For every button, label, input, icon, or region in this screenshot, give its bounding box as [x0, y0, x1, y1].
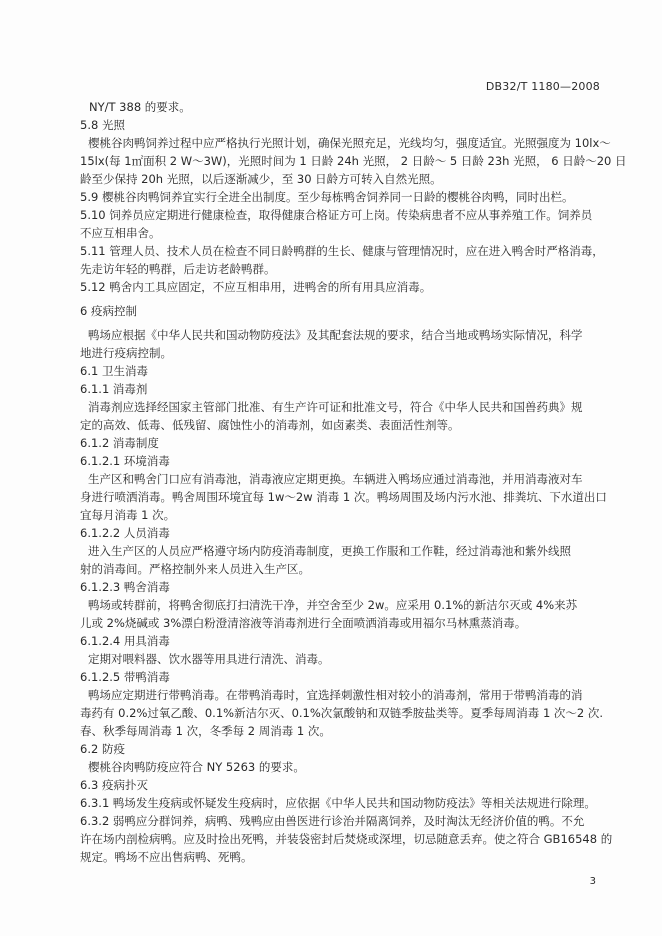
text-line: 樱桃谷肉鸭饲养过程中应严格执行光照计划，确保光照充足，光线均匀，强度适宜。光照强度为 10lx～: [88, 136, 611, 150]
text-line: 定的高效、低毒、低残留、腐蚀性小的消毒剂，如卤素类、表面活性剂等。: [80, 418, 460, 432]
section-heading: 5.8 光照: [80, 118, 125, 132]
text-line: 5.11 管理人员、技术人员在检查不同日龄鸭群的生长、健康与管理情况时，应在进入鸭舍时严格消毒，: [80, 244, 604, 258]
text-line: 不应互相串舍。: [80, 226, 161, 240]
text-line: 定期对喂料器、饮水器等用具进行清洗、消毒。: [88, 652, 330, 666]
text-line: NY/T 388 的要求。: [89, 100, 191, 114]
section-heading: 6.2 防疫: [80, 742, 125, 756]
text-line: 5.9 樱桃谷肉鸭饲养宜实行全进全出制度。至少每栋鸭舍饲养同一日龄的樱桃谷肉鸭，同时出栏。: [80, 190, 574, 204]
text-line: 地进行疫病控制。: [80, 346, 172, 360]
text-line: 先走访年轻的鸭群，后走访老龄鸭群。: [80, 262, 276, 276]
text-line: 5.12 鸭舍内工具应固定，不应互相串用，进鸭舍的所有用具应消毒。: [80, 280, 432, 294]
text-line: 6.3.2 弱鸭应分群饲养，病鸭、残鸭应由兽医进行诊治并隔离饲养，及时淘汰无经济价值的鸭。不允: [80, 814, 585, 828]
text-line: 鸭场应定期进行带鸭消毒。在带鸭消毒时，宜选择刺激性相对较小的消毒剂，常用于带鸭消毒的消: [88, 688, 583, 702]
text-line: 进入生产区的人员应严格遵守场内防疫消毒制度，更换工作服和工作鞋，经过消毒池和紫外线照: [88, 544, 571, 558]
text-line: 5.10 饲养员应定期进行健康检查，取得健康合格证方可上岗。传染病患者不应从事养殖工作。饲养员: [80, 208, 593, 222]
standard-code: DB32/T 1180—2008: [485, 80, 600, 93]
text-line: 樱桃谷肉鸭防疫应符合 NY 5263 的要求。: [88, 760, 305, 774]
section-heading: 6.1 卫生消毒: [80, 364, 148, 378]
section-heading: 6.1.2.5 带鸭消毒: [80, 670, 170, 684]
text-line: 15lx(每 1㎡面积 2 W～3W)，光照时间为 1 日龄 24h 光照， 2 日龄～ 5 日龄 23h 光照， 6 日龄～20 日: [80, 154, 627, 168]
section-heading: 6.1.2.4 用具消毒: [80, 634, 170, 648]
text-line: 鸭场或转群前，将鸭舍彻底打扫清洗干净，并空舍至少 2w。应采用 0.1%的新洁尔灭或 4%来苏: [88, 598, 578, 612]
page-number: 3: [589, 876, 596, 887]
section-heading: 6.1.2 消毒制度: [80, 436, 159, 450]
text-line: 毒药有 0.2%过氧乙酸、0.1%新洁尔灭、0.1%次氯酸钠和双链季胺盐类等。夏季每周消毒 1 次～2 次.: [80, 706, 604, 720]
text-line: 生产区和鸭舍门口应有消毒池，消毒液应定期更换。车辆进入鸭场应通过消毒池，并用消毒液对车: [88, 472, 583, 486]
text-line: 儿或 2%烧碱或 3%漂白粉澄清溶液等消毒剂进行全面喷洒消毒或用福尔马林熏蒸消毒。: [80, 616, 527, 630]
text-line: 6.3.1 鸭场发生疫病或怀疑发生疫病时，应依据《中华人民共和国动物防疫法》等相关法规进行除理。: [80, 796, 596, 810]
text-line: 龄至少保持 20h 光照，以后逐渐减少，至 30 日龄方可转入自然光照。: [80, 172, 442, 186]
text-line: 春、秋季每周消毒 1 次，冬季每 2 周消毒 1 次。: [80, 724, 331, 738]
text-line: 宜每月消毒 1 次。: [80, 508, 176, 522]
section-heading: 6.1.2.1 环境消毒: [80, 454, 170, 468]
text-line: 身进行喷洒消毒。鸭舍周围环境宜每 1w～2w 消毒 1 次。鸭场周围及场内污水池、排粪坑、下水道出口: [80, 490, 607, 504]
section-heading: 6.1.2.2 人员消毒: [80, 526, 170, 540]
section-heading: 6.3 疫病扑灭: [80, 778, 148, 792]
text-line: 消毒剂应选择经国家主管部门批准、有生产许可证和批准文号，符合《中华人民共和国兽药典》规: [88, 400, 583, 414]
text-line: 射的消毒间。严格控制外来人员进入生产区。: [80, 562, 310, 576]
text-line: 规定。鸭场不应出售病鸭、死鸭。: [80, 850, 253, 864]
text-line: 鸭场应根据《中华人民共和国动物防疫法》及其配套法规的要求，结合当地或鸭场实际情况，科学: [88, 328, 583, 342]
text-line: 许在场内剖检病鸭。应及时捡出死鸭，并装袋密封后焚烧或深埋，切忌随意丢弃。使之符合 GB16548 的: [80, 832, 613, 846]
section-heading: 6.1.2.3 鸭舍消毒: [80, 580, 170, 594]
chapter-heading: 6 疫病控制: [80, 304, 137, 318]
section-heading: 6.1.1 消毒剂: [80, 382, 148, 396]
